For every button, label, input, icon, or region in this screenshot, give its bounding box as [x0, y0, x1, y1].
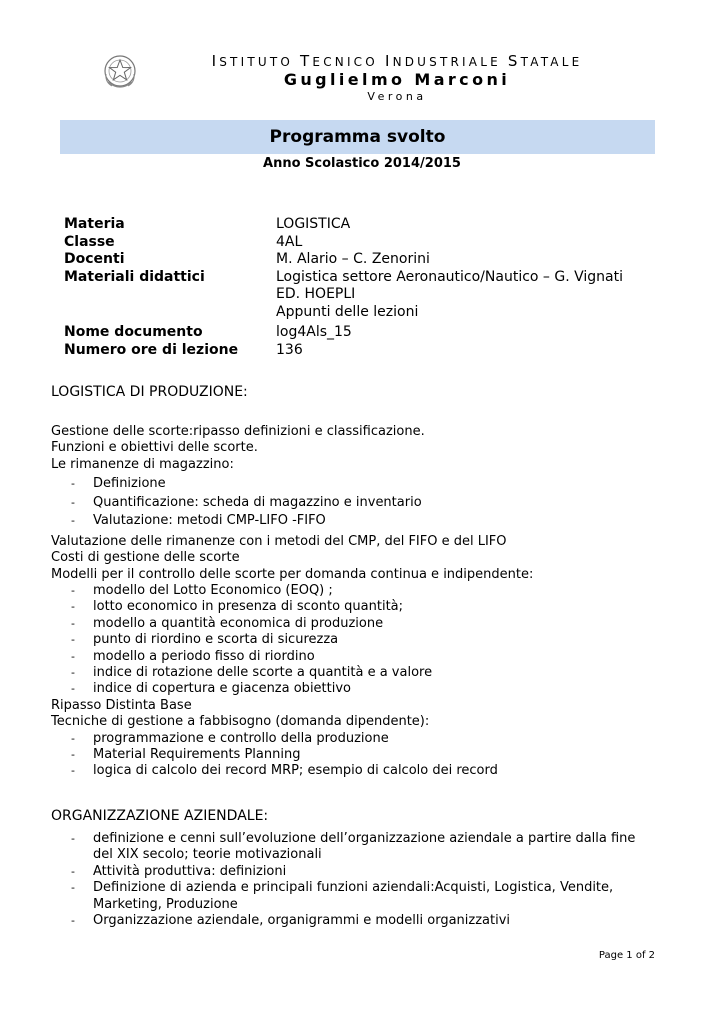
- ore-label: Numero ore di lezione: [64, 341, 239, 358]
- list-item: - modello a periodo fisso di riordino: [71, 648, 315, 664]
- list-item: - punto di riordino e scorta di sicurezza: [71, 632, 339, 648]
- list-item: - definizione e cenni sull’evoluzione dell’organizzazione aziendale a partire dalla fine del XIX secolo; teorie motivazionali: [71, 831, 636, 863]
- text-line: Ripasso Distinta Base: [51, 697, 192, 713]
- text-line: Costi di gestione delle scorte: [51, 550, 240, 566]
- section-heading-organizzazione: ORGANIZZAZIONE AZIENDALE:: [51, 808, 269, 824]
- text-line: Valutazione delle rimanenze con i metodi del CMP, del FIFO e del LIFO: [51, 533, 507, 549]
- docenti-label: Docenti: [64, 251, 125, 267]
- list-item: - Definizione: [71, 476, 166, 492]
- school-name-line2: Guglielmo Marconi: [283, 70, 511, 89]
- page-title: Programma svolto: [60, 120, 655, 154]
- materia-value: LOGISTICA: [276, 216, 351, 232]
- list-item: - logica di calcolo dei record MRP; esempio di calcolo dei record: [71, 763, 498, 779]
- classe-value: 4AL: [276, 233, 303, 250]
- school-name-line1: ISTITUTO TECNICO INDUSTRIALE STATALE: [211, 52, 583, 70]
- list-item: - lotto economico in presenza di sconto quantità;: [71, 599, 404, 615]
- list-rimanenze: [51, 475, 671, 531]
- list-organizzazione: [51, 831, 641, 929]
- list-item: - Quantificazione: scheda di magazzino e inventario: [71, 494, 422, 510]
- nome-documento-label: Nome documento: [64, 324, 203, 340]
- section-logistica-body: [51, 424, 671, 780]
- school-city: Verona: [367, 90, 427, 103]
- list-item: - modello del Lotto Economico (EOQ) ;: [71, 582, 333, 598]
- text-line: Gestione delle scorte:ripasso definizioni e classificazione.: [51, 424, 425, 439]
- materiali-label: Materiali didattici: [64, 268, 205, 285]
- list-modelli: [51, 583, 671, 698]
- list-item: - Definizione di azienda e principali funzioni aziendali:Acquisti, Logistica, Vendite, Marketing, Produzione: [71, 880, 614, 912]
- list-item: - programmazione e controllo della produzione: [71, 730, 389, 746]
- list-item: - modello a quantità economica di produzione: [71, 615, 384, 631]
- text-line: Funzioni e obiettivi delle scorte.: [51, 440, 258, 456]
- ore-value: 136: [276, 341, 303, 358]
- text-line: Le rimanenze di magazzino:: [51, 456, 234, 472]
- materiali-value-2: ED. HOEPLI: [276, 286, 356, 302]
- classe-label: Classe: [64, 233, 115, 250]
- page-number: Page 1 of 2: [598, 950, 655, 961]
- list-item: - indice di copertura e giacenza obiettivo: [71, 681, 352, 697]
- docenti-value: M. Alario – C. Zenorini: [276, 251, 430, 267]
- materia-label: Materia: [64, 216, 125, 232]
- list-item: - Attività produttiva: definizioni: [71, 863, 287, 879]
- nome-documento-value: log4Als_15: [276, 324, 352, 340]
- materiali-value-1: Logistica settore Aeronautico/Nautico – G. Vignati: [276, 268, 623, 285]
- text-line: Modelli per il controllo delle scorte per domanda continua e indipendente:: [51, 566, 534, 582]
- text-line: Tecniche di gestione a fabbisogno (domanda dipendente):: [51, 714, 430, 730]
- materiali-value-3: Appunti delle lezioni: [276, 303, 419, 320]
- section-heading-logistica: LOGISTICA DI PRODUZIONE:: [51, 384, 248, 400]
- section-organizzazione-body: [51, 831, 641, 929]
- school-year: Anno Scolastico 2014/2015: [263, 156, 461, 171]
- course-info: [64, 216, 623, 359]
- list-item: - Material Requirements Planning: [71, 747, 301, 762]
- list-item: - indice di rotazione delle scorte a quantità e a valore: [71, 664, 433, 680]
- list-item: - Organizzazione aziendale, organigrammi e modelli organizzativi: [71, 913, 511, 929]
- list-fabbisogno: [51, 731, 671, 780]
- list-item: - Valutazione: metodi CMP-LIFO -FIFO: [71, 513, 326, 529]
